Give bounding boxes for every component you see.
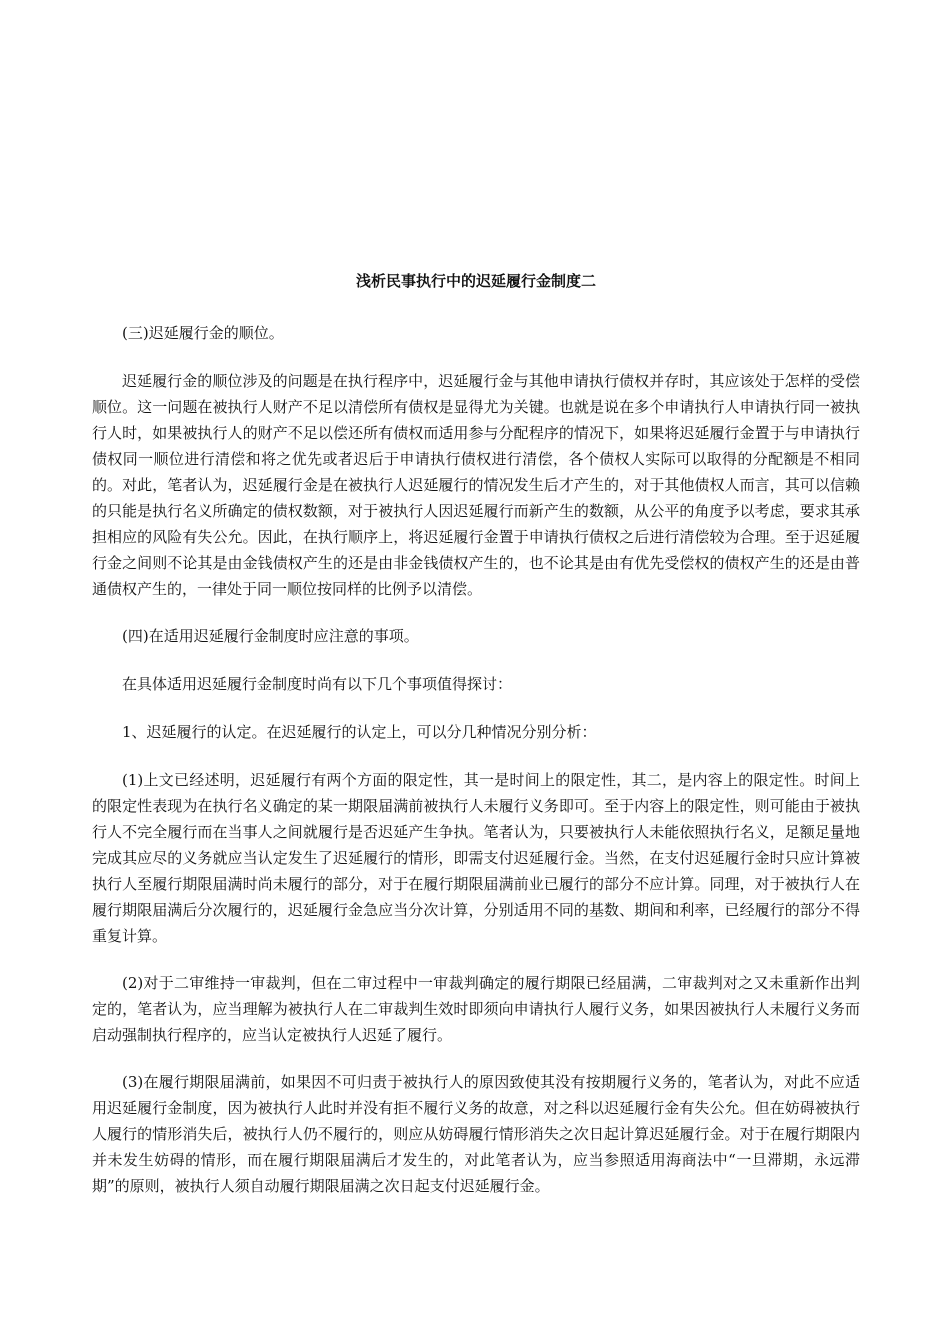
section-heading-4: (四)在适用迟延履行金制度时应注意的事项。 bbox=[122, 627, 419, 645]
paragraph-item-3: (3)在履行期限届满前，如果因不可归责于被执行人的原因致使其没有按期履行义务的，笔者认为，对此不应适用迟延履行金制度，因为被执行人此时并没有拒不履行义务的故意，对之科以迟延履行金有失公允。但在妨碍被执行人履行的情形消失后，被执行人仍不履行的，则应从妨碍履行情形消失之次日起计算迟延履行金。对于在履行期限内并未发生妨碍的情形，而在履行期限届满后才发生的，对此笔者认为，应当参照适用海商法中“一旦滞期，永远滞期”的原则，被执行人须自动履行期限届满之次日起支付迟延履行金。 bbox=[92, 1073, 860, 1195]
paragraph-item-1: (1)上文已经述明，迟延履行有两个方面的限定性，其一是时间上的限定性，其二，是内容上的限定性。时间上的限定性表现为在执行名义确定的某一期限届满前被执行人未履行义务即可。至于内容上的限定性，则可能由于被执行人不完全履行而在当事人之间就履行是否迟延产生争执。笔者认为，只要被执行人未能依照执行名义，足额足量地完成其应尽的义务就应当认定发生了迟延履行的情形，即需支付迟延履行金。当然，在支付迟延履行金时只应计算被执行人至履行期限届满时尚未履行的部分，对于在履行期限届满前业已履行的部分不应计算。同理，对于被执行人在履行期限届满后分次履行的，迟延履行金急应当分次计算，分别适用不同的基数、期间和利率，已经履行的部分不得重复计算。 bbox=[92, 771, 860, 945]
section-heading-3: (三)迟延履行金的顺位。 bbox=[122, 324, 284, 342]
paragraph-item-2: (2)对于二审维持一审裁判，但在二审过程中一审裁判确定的履行期限已经届满，二审裁判对之又未重新作出判定的，笔者认为，应当理解为被执行人在二审裁判生效时即须向申请执行人履行义务，如果因被执行人未履行义务而启动强制执行程序的，应当认定被执行人迟延了履行。 bbox=[92, 974, 860, 1044]
document-title: 浅析民事执行中的迟延履行金制度二 bbox=[355, 272, 596, 290]
paragraph-priority: 迟延履行金的顺位涉及的问题是在执行程序中，迟延履行金与其他申请执行债权并存时，其应该处于怎样的受偿顺位。这一问题在被执行人财产不足以清偿所有债权是显得尤为关键。也就是说在多个申请执行人申请执行同一被执行人时，如果被执行人的财产不足以偿还所有债权而适用参与分配程序的情况下，如果将迟延履行金置于与申请执行债权同一顺位进行清偿和将之优先或者迟后于申请执行债权进行清偿，各个债权人实际可以取得的分配额是不相同的。对此，笔者认为，迟延履行金是在被执行人迟延履行的情况发生后才产生的，对于其他债权人而言，其可以信赖的只能是执行名义所确定的债权数额，对于被执行人因迟延履行而新产生的数额，从公平的角度予以考虑，要求其承担相应的风险有失公允。因此，在执行顺序上，将迟延履行金置于申请执行债权之后进行清偿较为合理。至于迟延履行金之间则不论其是由金钱债权产生的还是由非金钱债权产生的，也不论其是由有优先受偿权的债权产生的还是由普通债权产生的，一律处于同一顺位按同样的比例予以清偿。 bbox=[92, 372, 860, 598]
subheading-1: 1、迟延履行的认定。在迟延履行的认定上，可以分几种情况分别分析： bbox=[122, 723, 597, 741]
document-page bbox=[92, 268, 860, 1220]
paragraph-intro: 在具体适用迟延履行金制度时尚有以下几个事项值得探讨： bbox=[122, 675, 513, 693]
